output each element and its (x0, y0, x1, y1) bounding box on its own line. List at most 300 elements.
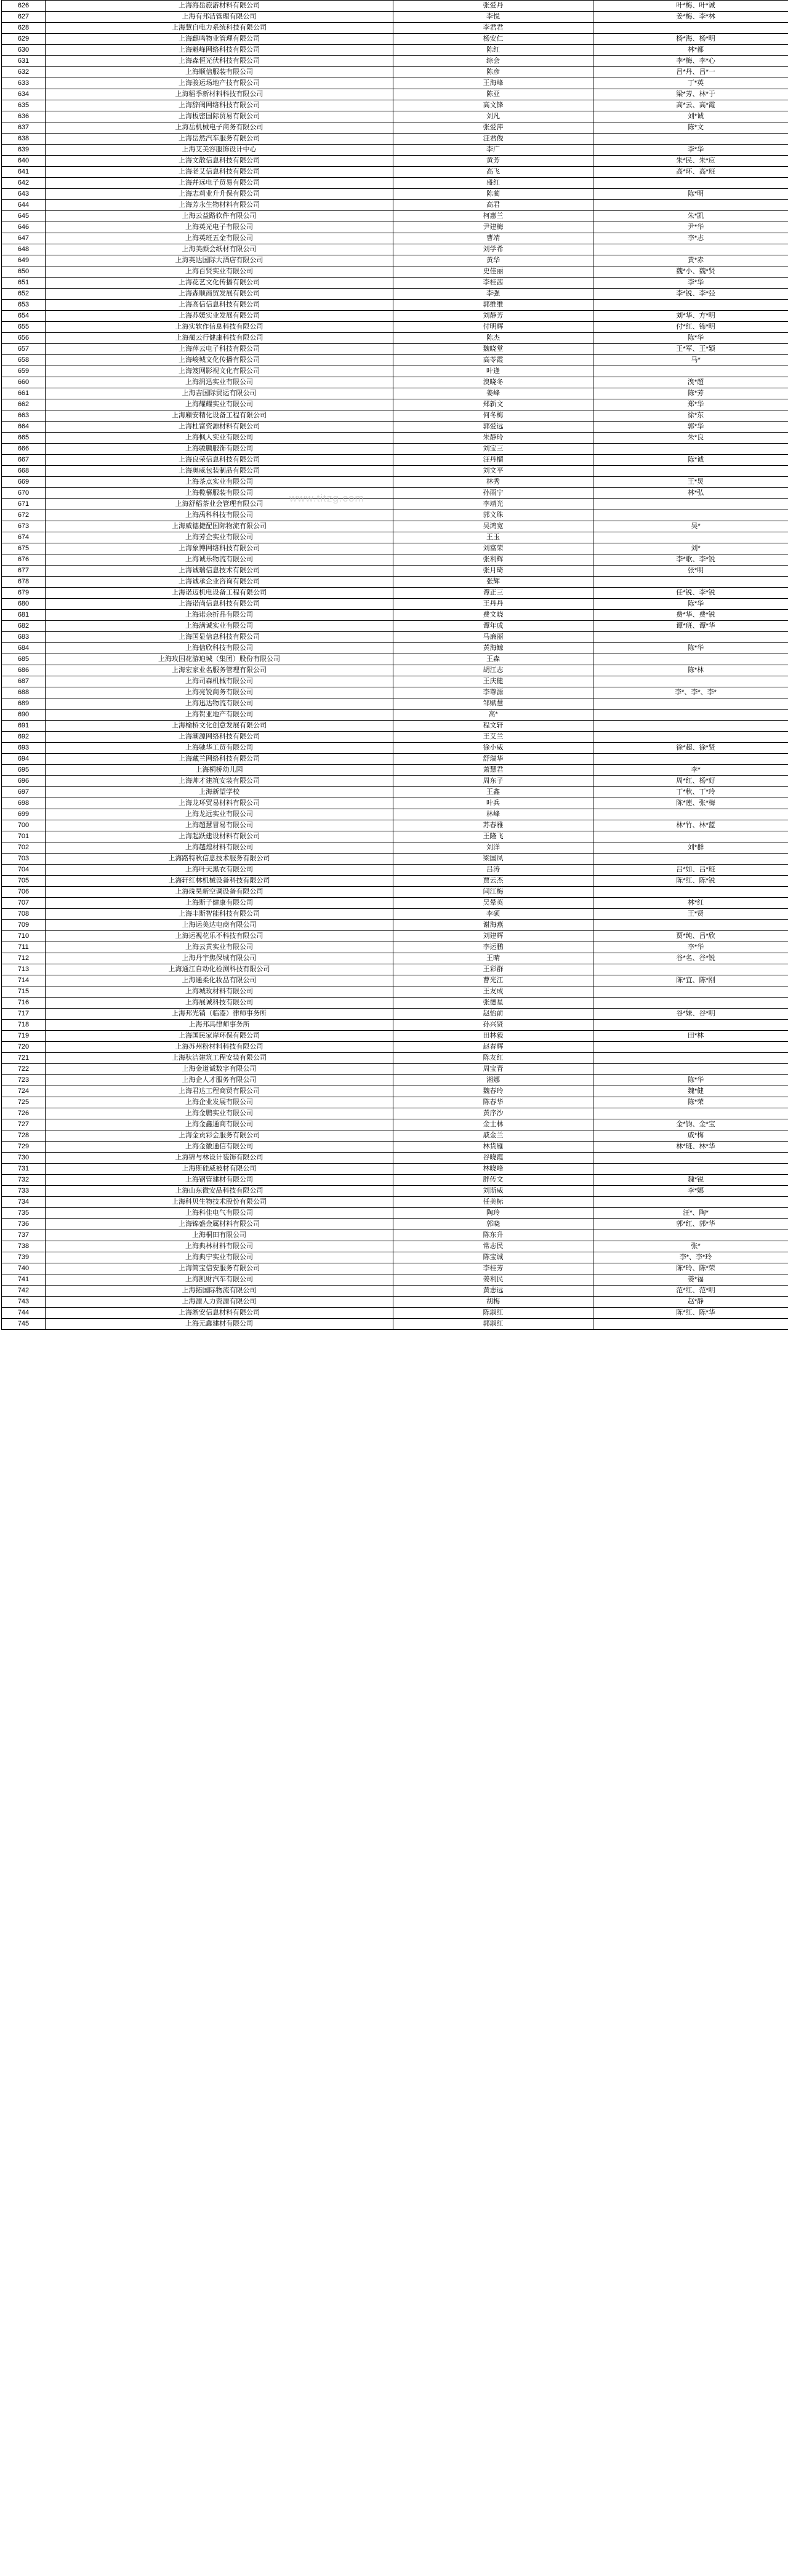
remarks: 赵*静 (593, 1297, 788, 1308)
legal-representative: 吴晕英 (393, 898, 593, 909)
table-row (2, 355, 788, 366)
remarks: 陈*莲、张*梅 (593, 798, 788, 809)
remarks: 李*娜 (593, 1186, 788, 1197)
legal-representative: 张利辉 (393, 554, 593, 566)
company-name: 上海笈网影视文化有限公司 (46, 366, 393, 377)
row-number: 667 (2, 455, 46, 466)
row-number: 717 (2, 1009, 46, 1020)
legal-representative: 胡梅 (393, 1297, 593, 1308)
company-name: 上海金贡彩会服务有限公司 (46, 1130, 393, 1142)
row-number: 668 (2, 466, 46, 477)
legal-representative: 高* (393, 710, 593, 721)
remarks: 李*、李*、李* (593, 687, 788, 698)
table-row (2, 820, 788, 831)
row-number: 729 (2, 1142, 46, 1153)
legal-representative: 郭文珠 (393, 510, 593, 521)
legal-representative: 胡江志 (393, 665, 593, 676)
legal-representative: 刘静芳 (393, 311, 593, 322)
remarks: 陈*林 (593, 665, 788, 676)
company-name: 上海丹宇焦保城有限公司 (46, 953, 393, 964)
table-row (2, 909, 788, 920)
row-number: 641 (2, 167, 46, 178)
remarks: 朱*良 (593, 433, 788, 444)
row-number: 715 (2, 986, 46, 998)
remarks: 田*林 (593, 1031, 788, 1042)
remarks: 郭*红、郭*华 (593, 1219, 788, 1230)
legal-representative: 汪君俊 (393, 134, 593, 145)
table-row (2, 577, 788, 588)
row-number: 721 (2, 1053, 46, 1064)
row-number: 708 (2, 909, 46, 920)
row-number: 659 (2, 366, 46, 377)
row-number: 629 (2, 34, 46, 45)
table-row (2, 942, 788, 953)
remarks: 魏*小、魏*贤 (593, 266, 788, 278)
remarks: 李*梅、李*心 (593, 56, 788, 67)
company-name: 上海芳企实业有限公司 (46, 532, 393, 543)
remarks (593, 1319, 788, 1330)
company-name: 上海钢管建材有限公司 (46, 1175, 393, 1186)
legal-representative: 李桂芳 (393, 1263, 593, 1274)
remarks: 李*华 (593, 145, 788, 156)
row-number: 726 (2, 1108, 46, 1119)
legal-representative: 李桂茜 (393, 278, 593, 289)
remarks (593, 986, 788, 998)
row-number: 731 (2, 1164, 46, 1175)
table-row (2, 809, 788, 820)
company-name: 上海龙环贸易材料有限公司 (46, 798, 393, 809)
row-number: 672 (2, 510, 46, 521)
remarks: 林*都 (593, 45, 788, 56)
row-number: 741 (2, 1274, 46, 1286)
remarks: 陈*宜、陈*刚 (593, 975, 788, 986)
company-name: 上海幷远电子贸易有限公司 (46, 178, 393, 189)
company-name: 上海源人力资源有限公司 (46, 1297, 393, 1308)
company-name: 上海峻城文化传播有限公司 (46, 355, 393, 366)
table-row (2, 377, 788, 388)
row-number: 640 (2, 156, 46, 167)
table-row (2, 1031, 788, 1042)
row-number: 720 (2, 1042, 46, 1053)
company-name: 上海展诚科技有限公司 (46, 998, 393, 1009)
row-number: 691 (2, 721, 46, 732)
remarks: 李*、李*玲 (593, 1252, 788, 1263)
company-name: 上海拓国际物流有限公司 (46, 1286, 393, 1297)
legal-representative: 王晴 (393, 953, 593, 964)
remarks: 陈*诚 (593, 455, 788, 466)
row-number: 686 (2, 665, 46, 676)
table-row (2, 588, 788, 599)
table-row (2, 687, 788, 698)
table-row (2, 842, 788, 854)
legal-representative: 综会 (393, 56, 593, 67)
remarks (593, 23, 788, 34)
row-number: 654 (2, 311, 46, 322)
company-name: 上海老艾信息科技有限公司 (46, 167, 393, 178)
table-row (2, 444, 788, 455)
company-name: 上海蔺云行健康科技有限公司 (46, 333, 393, 344)
company-name: 上海诚乐物流有限公司 (46, 554, 393, 566)
remarks: 林*班、林*华 (593, 1142, 788, 1153)
table-row (2, 1186, 788, 1197)
remarks: 贾*纯、吕*欣 (593, 931, 788, 942)
legal-representative: 王友成 (393, 986, 593, 998)
row-number: 655 (2, 322, 46, 333)
remarks: 张*明 (593, 566, 788, 577)
table-row (2, 78, 788, 89)
legal-representative: 马廉丽 (393, 632, 593, 643)
legal-representative: 曹靖 (393, 233, 593, 244)
remarks (593, 499, 788, 510)
company-name: 上海企人才服务有限公司 (46, 1075, 393, 1086)
row-number: 685 (2, 654, 46, 665)
table-row (2, 278, 788, 289)
legal-representative: 刘凡 (393, 111, 593, 122)
row-number: 705 (2, 876, 46, 887)
remarks: 梁*芳、林*于 (593, 89, 788, 100)
legal-representative: 邹赋慧 (393, 698, 593, 710)
remarks: 陈*文 (593, 122, 788, 134)
company-name: 上海锦盛金属材料有限公司 (46, 1219, 393, 1230)
remarks: 戚*梅 (593, 1130, 788, 1142)
remarks (593, 200, 788, 211)
table-row (2, 1319, 788, 1330)
remarks: 陈*红、陈*华 (593, 1308, 788, 1319)
legal-representative: 刘富荣 (393, 543, 593, 554)
remarks: 谭*班、谭*华 (593, 621, 788, 632)
remarks: 费*华、费*锐 (593, 610, 788, 621)
row-number: 712 (2, 953, 46, 964)
company-name: 上海辞阀网络科技有限公司 (46, 100, 393, 111)
table-row (2, 255, 788, 266)
remarks (593, 710, 788, 721)
table-row (2, 710, 788, 721)
row-number: 718 (2, 1020, 46, 1031)
table-row (2, 178, 788, 189)
company-name: 上海超慧冒易有限公司 (46, 820, 393, 831)
row-number: 669 (2, 477, 46, 488)
legal-representative: 陶玲 (393, 1208, 593, 1219)
table-row (2, 344, 788, 355)
company-name: 上海榄槂服装有限公司 (46, 488, 393, 499)
legal-representative: 王艾兰 (393, 732, 593, 743)
row-number: 680 (2, 599, 46, 610)
legal-representative: 张爱丹 (393, 1, 593, 12)
registry-table (1, 0, 788, 1330)
company-name: 上海美颜会纸材有限公司 (46, 244, 393, 255)
company-name: 上海路特秋信息技术服务有限公司 (46, 854, 393, 865)
remarks (593, 887, 788, 898)
legal-representative: 张德星 (393, 998, 593, 1009)
row-number: 723 (2, 1075, 46, 1086)
table-row (2, 998, 788, 1009)
company-name: 上海实软作信息科技有限公司 (46, 322, 393, 333)
legal-representative: 吕涛 (393, 865, 593, 876)
legal-representative: 王丹丹 (393, 599, 593, 610)
row-number: 735 (2, 1208, 46, 1219)
remarks: 刘* (593, 543, 788, 554)
remarks: 金*钧、金*宝 (593, 1119, 788, 1130)
watermark: www.titzg.com (289, 492, 364, 504)
company-name: 上海邦冯律师事务所 (46, 1020, 393, 1031)
table-row (2, 665, 788, 676)
row-number: 734 (2, 1197, 46, 1208)
remarks (593, 178, 788, 189)
remarks: 王*炅 (593, 477, 788, 488)
company-name: 上海金鑫通商有限公司 (46, 1119, 393, 1130)
company-name: 上海诺尚信息科技有限公司 (46, 599, 393, 610)
remarks (593, 466, 788, 477)
remarks: 王*贤 (593, 909, 788, 920)
company-name: 上海典林材料有限公司 (46, 1241, 393, 1252)
row-number: 701 (2, 831, 46, 842)
table-row (2, 289, 788, 300)
row-number: 634 (2, 89, 46, 100)
table-row (2, 1020, 788, 1031)
legal-representative: 赵春辉 (393, 1042, 593, 1053)
row-number: 728 (2, 1130, 46, 1142)
remarks (593, 1064, 788, 1075)
legal-representative: 胖传文 (393, 1175, 593, 1186)
legal-representative: 林峰 (393, 809, 593, 820)
table-row (2, 1053, 788, 1064)
row-number: 730 (2, 1153, 46, 1164)
legal-representative: 郭爱远 (393, 422, 593, 433)
company-name: 上海满诚实业有限公司 (46, 621, 393, 632)
remarks (593, 854, 788, 865)
table-row (2, 311, 788, 322)
company-name: 上海企业发展有限公司 (46, 1097, 393, 1108)
table-row (2, 986, 788, 998)
row-number: 642 (2, 178, 46, 189)
table-row (2, 1286, 788, 1297)
legal-representative: 李硕 (393, 909, 593, 920)
remarks: 林*弘 (593, 488, 788, 499)
company-name: 上海运视花乐不科技有限公司 (46, 931, 393, 942)
company-name: 上海金徽通信有限公司 (46, 1142, 393, 1153)
remarks: 张* (593, 1241, 788, 1252)
company-name: 上海耀耀实业有限公司 (46, 399, 393, 410)
legal-representative: 叶兵 (393, 798, 593, 809)
row-number: 690 (2, 710, 46, 721)
legal-representative: 李运鹏 (393, 942, 593, 953)
table-row (2, 964, 788, 975)
remarks: 任*锐、李*锐 (593, 588, 788, 599)
table-row (2, 532, 788, 543)
remarks: 吕*丹、吕*一 (593, 67, 788, 78)
legal-representative: 林晓峰 (393, 1164, 593, 1175)
row-number: 639 (2, 145, 46, 156)
legal-representative: 谭年成 (393, 621, 593, 632)
row-number: 678 (2, 577, 46, 588)
legal-representative: 朱静玲 (393, 433, 593, 444)
legal-representative: 汪丹榴 (393, 455, 593, 466)
row-number: 647 (2, 233, 46, 244)
table-row (2, 754, 788, 765)
row-number: 652 (2, 289, 46, 300)
legal-representative: 陈蔺 (393, 189, 593, 200)
legal-representative: 王鑫 (393, 787, 593, 798)
company-name: 上海丰斯智能科技有限公司 (46, 909, 393, 920)
company-name: 上海斯子健康有限公司 (46, 898, 393, 909)
table-row (2, 145, 788, 156)
legal-representative: 李广 (393, 145, 593, 156)
table-row (2, 333, 788, 344)
row-number: 707 (2, 898, 46, 909)
legal-representative: 梁国凤 (393, 854, 593, 865)
table-row (2, 554, 788, 566)
table-row (2, 67, 788, 78)
legal-representative: 黄序沙 (393, 1108, 593, 1119)
row-number: 653 (2, 300, 46, 311)
company-name: 上海萍云电子科技有限公司 (46, 344, 393, 355)
company-name: 上海骏鹏服饰有限公司 (46, 444, 393, 455)
remarks: 姜*福 (593, 1274, 788, 1286)
table-row (2, 643, 788, 654)
legal-representative: 李君君 (393, 23, 593, 34)
legal-representative: 吴鸿宽 (393, 521, 593, 532)
remarks: 陈*荣 (593, 1097, 788, 1108)
legal-representative: 陈杰 (393, 333, 593, 344)
remarks: 尹*华 (593, 222, 788, 233)
company-name: 上海桐田有限公司 (46, 1230, 393, 1241)
table-row (2, 975, 788, 986)
company-name: 上海金道诚数字有限公司 (46, 1064, 393, 1075)
remarks: 丁*英 (593, 78, 788, 89)
legal-representative: 魏晓堂 (393, 344, 593, 355)
company-name: 上海凯财汽车有限公司 (46, 1274, 393, 1286)
row-number: 692 (2, 732, 46, 743)
legal-representative: 刘学希 (393, 244, 593, 255)
legal-representative: 郭淑红 (393, 1319, 593, 1330)
table-row (2, 45, 788, 56)
remarks: 徐*东 (593, 410, 788, 422)
remarks: 郑*华 (593, 399, 788, 410)
legal-representative: 高君 (393, 200, 593, 211)
row-number: 637 (2, 122, 46, 134)
company-name: 上海通柔化妆品有限公司 (46, 975, 393, 986)
row-number: 638 (2, 134, 46, 145)
row-number: 661 (2, 388, 46, 399)
legal-representative: 付明辉 (393, 322, 593, 333)
table-row (2, 233, 788, 244)
legal-representative: 柯惠兰 (393, 211, 593, 222)
company-name: 上海运美达电商有限公司 (46, 920, 393, 931)
remarks (593, 1053, 788, 1064)
table-row (2, 122, 788, 134)
legal-representative: 黄芳 (393, 156, 593, 167)
table-row (2, 765, 788, 776)
company-name: 上海迅达物流有限公司 (46, 698, 393, 710)
company-name: 上海顺信服装有限公司 (46, 67, 393, 78)
registry-table-body (2, 1, 788, 1330)
table-row (2, 599, 788, 610)
table-row (2, 721, 788, 732)
company-name: 上海云黄实业有限公司 (46, 942, 393, 953)
legal-representative: 常志民 (393, 1241, 593, 1252)
row-number: 724 (2, 1086, 46, 1097)
company-name: 上海榆桥文化创意发展有限公司 (46, 721, 393, 732)
company-name: 上海国民家岸环保有限公司 (46, 1031, 393, 1042)
legal-representative: 贾云杰 (393, 876, 593, 887)
table-row (2, 1175, 788, 1186)
table-row (2, 1164, 788, 1175)
row-number: 633 (2, 78, 46, 89)
remarks (593, 510, 788, 521)
remarks (593, 577, 788, 588)
legal-representative: 孙雨宁 (393, 488, 593, 499)
row-number: 648 (2, 244, 46, 255)
company-name: 上海花艺文化传播有限公司 (46, 278, 393, 289)
row-number: 646 (2, 222, 46, 233)
row-number: 651 (2, 278, 46, 289)
legal-representative: 黄志远 (393, 1286, 593, 1297)
legal-representative: 黄华 (393, 255, 593, 266)
company-name: 上海越煌材料有限公司 (46, 842, 393, 854)
company-name: 上海驰华工贸有限公司 (46, 743, 393, 754)
remarks: 杨*海、杨*明 (593, 34, 788, 45)
remarks (593, 532, 788, 543)
legal-representative: 王森 (393, 654, 593, 665)
company-name: 上海威德捷配国际物流有限公司 (46, 521, 393, 532)
table-row (2, 1119, 788, 1130)
legal-representative: 陈友红 (393, 1053, 593, 1064)
legal-representative: 谢海燕 (393, 920, 593, 931)
row-number: 737 (2, 1230, 46, 1241)
row-number: 742 (2, 1286, 46, 1297)
table-row (2, 610, 788, 621)
table-row (2, 1197, 788, 1208)
table-row (2, 455, 788, 466)
company-name: 上海艾美容服饰设计中心 (46, 145, 393, 156)
row-number: 744 (2, 1308, 46, 1319)
remarks: 朱*凯 (593, 211, 788, 222)
company-name: 上海科贝生物技术股份有限公司 (46, 1197, 393, 1208)
legal-representative: 孙兴贤 (393, 1020, 593, 1031)
company-name: 上海吉国际贸运有限公司 (46, 388, 393, 399)
remarks: 刘*群 (593, 842, 788, 854)
company-name: 上海苏州粉材料科技有限公司 (46, 1042, 393, 1053)
row-number: 670 (2, 488, 46, 499)
company-name: 上海贺亚地产有限公司 (46, 710, 393, 721)
row-number: 681 (2, 610, 46, 621)
company-name: 上海骏运场地产技有限公司 (46, 78, 393, 89)
row-number: 699 (2, 809, 46, 820)
table-row (2, 100, 788, 111)
remarks (593, 366, 788, 377)
legal-representative: 王海峰 (393, 78, 593, 89)
table-row (2, 1208, 788, 1219)
remarks: 李*志 (593, 233, 788, 244)
row-number: 630 (2, 45, 46, 56)
company-name: 上海司森机械有限公司 (46, 676, 393, 687)
remarks: 陈*华 (593, 599, 788, 610)
remarks (593, 920, 788, 931)
company-name: 上海枫人实业有限公司 (46, 433, 393, 444)
company-name: 上海起跃建设材料有限公司 (46, 831, 393, 842)
company-name: 上海良荣信息科技有限公司 (46, 455, 393, 466)
remarks (593, 732, 788, 743)
table-row (2, 732, 788, 743)
table-row (2, 433, 788, 444)
company-name: 上海珗昊新空调设备有限公司 (46, 887, 393, 898)
remarks: 汪*、陶* (593, 1208, 788, 1219)
table-row (2, 1297, 788, 1308)
company-name: 上海舒稻茶业会管理有限公司 (46, 499, 393, 510)
row-number: 650 (2, 266, 46, 278)
remarks: 高*环、高*班 (593, 167, 788, 178)
legal-representative: 周东子 (393, 776, 593, 787)
